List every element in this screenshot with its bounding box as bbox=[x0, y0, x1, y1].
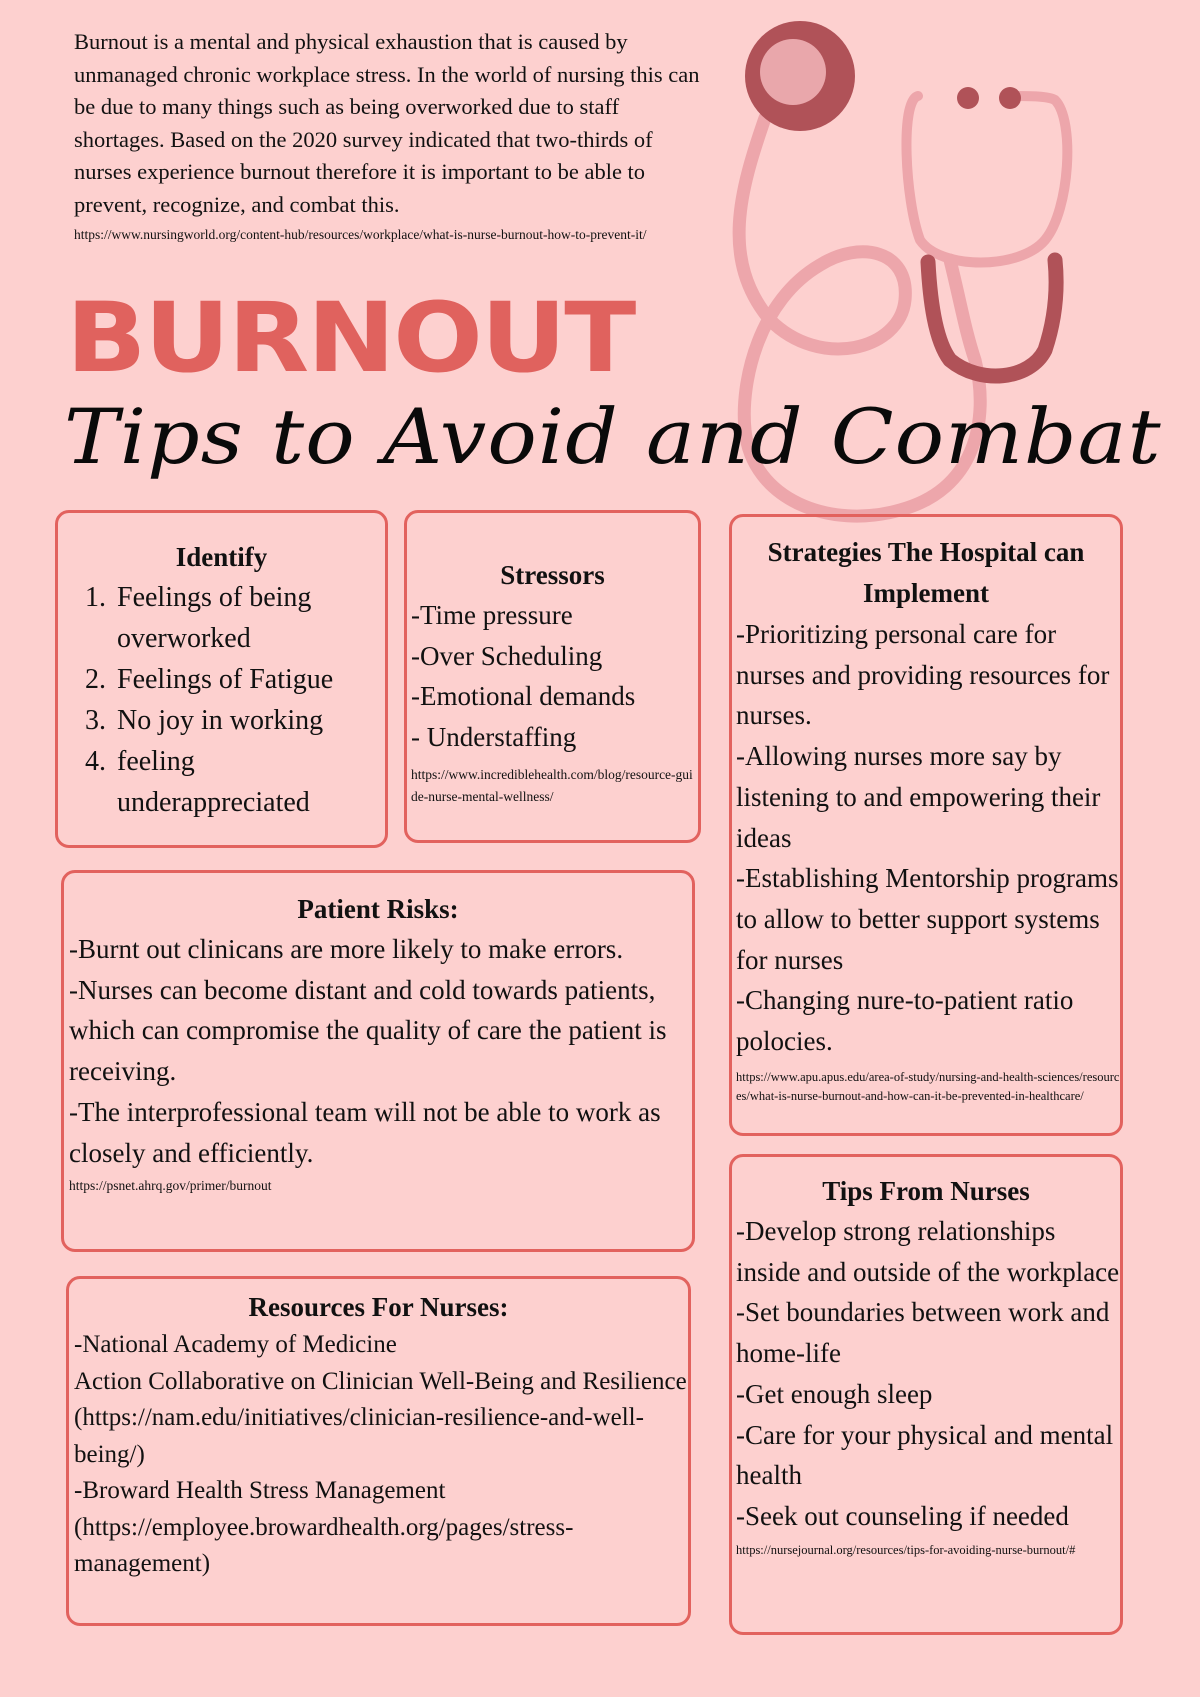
list-item: -Set boundaries between work and home-life bbox=[736, 1297, 1110, 1369]
tips-heading: Tips From Nurses bbox=[822, 1176, 1030, 1206]
strategies-source-link[interactable]: https://www.apu.apus.edu/area-of-study/nursing-and-health-sciences/resources/what-is-nurse-burnout-and-how-can-it-be-prevented-in-healthcare/ bbox=[736, 1069, 1120, 1103]
list-item: 3. No joy in working bbox=[113, 700, 385, 741]
list-item: -The interprofessional team will not be able to work as closely and efficiently. bbox=[69, 1096, 661, 1168]
list-item: -Emotional demands bbox=[411, 681, 636, 712]
list-item: -Seek out counseling if needed bbox=[736, 1500, 1069, 1531]
list-item: -Develop strong relationships inside and outside of the workplace bbox=[736, 1216, 1120, 1287]
resources-heading: Resources For Nurses: bbox=[248, 1292, 509, 1322]
patient-risks-card bbox=[61, 870, 695, 1252]
tips-card bbox=[729, 1154, 1123, 1635]
strategies-heading: Strategies The Hospital can Implement bbox=[767, 537, 1085, 608]
list-item: -Changing nure-to-patient ratio polocies. bbox=[736, 985, 1074, 1057]
stressors-heading: Stressors bbox=[500, 560, 605, 590]
list-item: -Prioritizing personal care for nurses and providing resources for nurses. bbox=[736, 619, 1110, 731]
intro-source-link[interactable]: https://www.nursingworld.org/content-hub/resources/workplace/what-is-nurse-burnout-how-to-prevent-it/ bbox=[74, 227, 647, 242]
list-item: -Nurses can become distant and cold towards patients, which can compromise the quality of care the patient is receiving. bbox=[69, 974, 667, 1087]
identify-list bbox=[58, 577, 385, 823]
list-item: 1. Feelings of being overworked bbox=[113, 577, 385, 659]
patient-risks-source-link[interactable]: https://psnet.ahrq.gov/primer/burnout bbox=[69, 1178, 272, 1194]
list-item: -Allowing nurses more say by listening to and empowering their ideas bbox=[736, 741, 1101, 853]
tips-source-link[interactable]: https://nursejournal.org/resources/tips-for-avoiding-nurse-burnout/# bbox=[736, 1542, 1076, 1557]
list-item: -National Academy of Medicine bbox=[74, 1331, 397, 1358]
list-item: - Understaffing bbox=[411, 722, 577, 753]
list-item[interactable]: -Broward Health Stress Management (https://employee.browardhealth.org/pages/stress-management) bbox=[74, 1477, 574, 1577]
page-title: BURNOUT bbox=[66, 282, 635, 394]
patient-risks-heading: Patient Risks: bbox=[297, 894, 459, 924]
intro-paragraph: Burnout is a mental and physical exhaustion that is caused by unmanaged chronic workplace stress. In the world of nursing this can be due to many things such as being overworked due to staff shortages. Based on the 2020 survey indicated that two-thirds of nurses experience burnout therefore it is important to be able to prevent, recognize, and combat this. bbox=[74, 29, 700, 217]
stressors-source-link[interactable]: https://www.incrediblehealth.com/blog/resource-guide-nurse-mental-wellness/ bbox=[411, 766, 693, 804]
list-item: -Establishing Mentorship programs to allow to better support systems for nurses bbox=[736, 863, 1119, 975]
resources-card bbox=[66, 1276, 691, 1626]
list-item: 4. feeling underappreciated bbox=[113, 741, 385, 823]
list-item: 2. Feelings of Fatigue bbox=[113, 659, 385, 700]
list-item: -Care for your physical and mental health bbox=[736, 1419, 1114, 1491]
page-subtitle: Tips to Avoid and Combat bbox=[64, 392, 1162, 481]
list-item: -Over Scheduling bbox=[411, 640, 603, 671]
identify-heading: Identify bbox=[175, 542, 268, 572]
list-item: -Burnt out clinicans are more likely to make errors. bbox=[69, 934, 624, 964]
identify-card bbox=[55, 510, 388, 848]
list-item[interactable]: Action Collaborative on Clinician Well-Being and Resilience (https://nam.edu/initiatives/clinician-resilience-and-well-being/) bbox=[74, 1367, 687, 1468]
list-item: -Get enough sleep bbox=[736, 1378, 933, 1409]
stressors-card bbox=[404, 510, 701, 843]
list-item: -Time pressure bbox=[411, 600, 573, 630]
strategies-card bbox=[729, 514, 1123, 1136]
